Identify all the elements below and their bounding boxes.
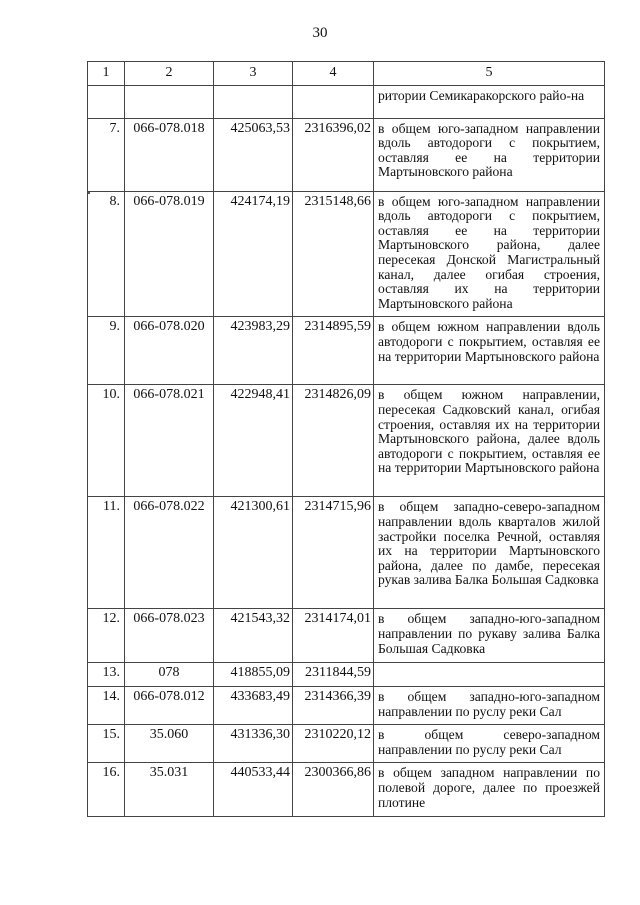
table-row <box>88 609 605 663</box>
point-code: 066-078.019 <box>125 191 214 317</box>
coord-x: 421300,61 <box>214 497 293 609</box>
table-row <box>88 497 605 609</box>
point-code: 066-078.018 <box>125 118 214 191</box>
coord-x: 425063,53 <box>214 118 293 191</box>
header-row <box>88 62 605 86</box>
row-number: 8. <box>88 191 125 317</box>
coord-y: 2310220,12 <box>293 725 374 763</box>
route-description <box>374 663 605 687</box>
route-description: в общем южном направлении, пересекая Садковский канал, огибая строения, оставляя их на территории Мартыновского района, далее вдоль автодороги с покрытием, оставляя ее на территории Мартыновского района <box>374 385 605 497</box>
coord-x: 431336,30 <box>214 725 293 763</box>
coord-x: 424174,19 <box>214 191 293 317</box>
header-cell: 1 <box>88 62 125 86</box>
row-number: 12. <box>88 609 125 663</box>
coord-x: 423983,29 <box>214 317 293 385</box>
point-code: 078 <box>125 663 214 687</box>
point-code: 066-078.012 <box>125 686 214 724</box>
table-row <box>88 725 605 763</box>
header-cell: 3 <box>214 62 293 86</box>
table-row <box>88 663 605 687</box>
coordinates-table <box>87 61 605 817</box>
table-row <box>88 317 605 385</box>
coord-y: 2314366,39 <box>293 686 374 724</box>
coord-x: 440533,44 <box>214 763 293 817</box>
header-cell: 5 <box>374 62 605 86</box>
coord-y: 2315148,66 <box>293 191 374 317</box>
coord-y: 2311844,59 <box>293 663 374 687</box>
coord-y: 2300366,86 <box>293 763 374 817</box>
point-code: 066-078.020 <box>125 317 214 385</box>
route-description: в общем западно-юго-западном направлении по рукаву залива Балка Большая Садковка <box>374 609 605 663</box>
row-number: 15. <box>88 725 125 763</box>
table-row <box>88 686 605 724</box>
point-code: 066-078.023 <box>125 609 214 663</box>
point-code: 066-078.021 <box>125 385 214 497</box>
coord-y: 2316396,02 <box>293 118 374 191</box>
route-description: в общем западно-северо-западном направлении вдоль кварталов жилой застройки поселка Речной, оставляя их на территории Мартыновского района, далее по дамбе, пересекая рукав залива Балка Большая Садковка <box>374 497 605 609</box>
point-code: 35.031 <box>125 763 214 817</box>
coord-y: 2314715,96 <box>293 497 374 609</box>
point-code: 066-078.022 <box>125 497 214 609</box>
coord-y: 2314174,01 <box>293 609 374 663</box>
row-number: 16. <box>88 763 125 817</box>
route-description: в общем юго-западном направлении вдоль автодороги с покрытием, оставляя ее на территории Мартыновского района, далее пересекая Донской Магистральный канал, далее огибая строения, оставляя их на территории Мартыновского района <box>374 191 605 317</box>
row-number <box>88 85 125 118</box>
route-description: в общем западном направлении по полевой дороге, далее по проезжей плотине <box>374 763 605 817</box>
row-number: 7. <box>88 118 125 191</box>
coord-x: 433683,49 <box>214 686 293 724</box>
coord-x: 418855,09 <box>214 663 293 687</box>
row-number: 13. <box>88 663 125 687</box>
row-number: 11. <box>88 497 125 609</box>
table-row <box>88 191 605 317</box>
row-number: 14. <box>88 686 125 724</box>
coord-y: 2314895,59 <box>293 317 374 385</box>
coord-x <box>214 85 293 118</box>
table-row <box>88 385 605 497</box>
page-number: 30 <box>312 25 328 41</box>
header-cell: 2 <box>125 62 214 86</box>
table-row <box>88 118 605 191</box>
route-description: в общем западно-юго-западном направлении по руслу реки Сал <box>374 686 605 724</box>
route-description: в общем северо-западном направлении по руслу реки Сал <box>374 725 605 763</box>
table-row <box>88 763 605 817</box>
row-number: 10. <box>88 385 125 497</box>
point-code <box>125 85 214 118</box>
coord-y: 2314826,09 <box>293 385 374 497</box>
row-number: 9. <box>88 317 125 385</box>
route-description: ритории Семикаракорского райо-на <box>374 85 605 118</box>
table-row <box>88 85 605 118</box>
coord-x: 422948,41 <box>214 385 293 497</box>
coord-x: 421543,32 <box>214 609 293 663</box>
header-cell: 4 <box>293 62 374 86</box>
route-description: в общем южном направлении вдоль автодороги с покрытием, оставляя ее на территории Мартыновского района <box>374 317 605 385</box>
route-description: в общем юго-западном направлении вдоль автодороги с покрытием, оставляя ее на территории Мартыновского района <box>374 118 605 191</box>
point-code: 35.060 <box>125 725 214 763</box>
coord-y <box>293 85 374 118</box>
